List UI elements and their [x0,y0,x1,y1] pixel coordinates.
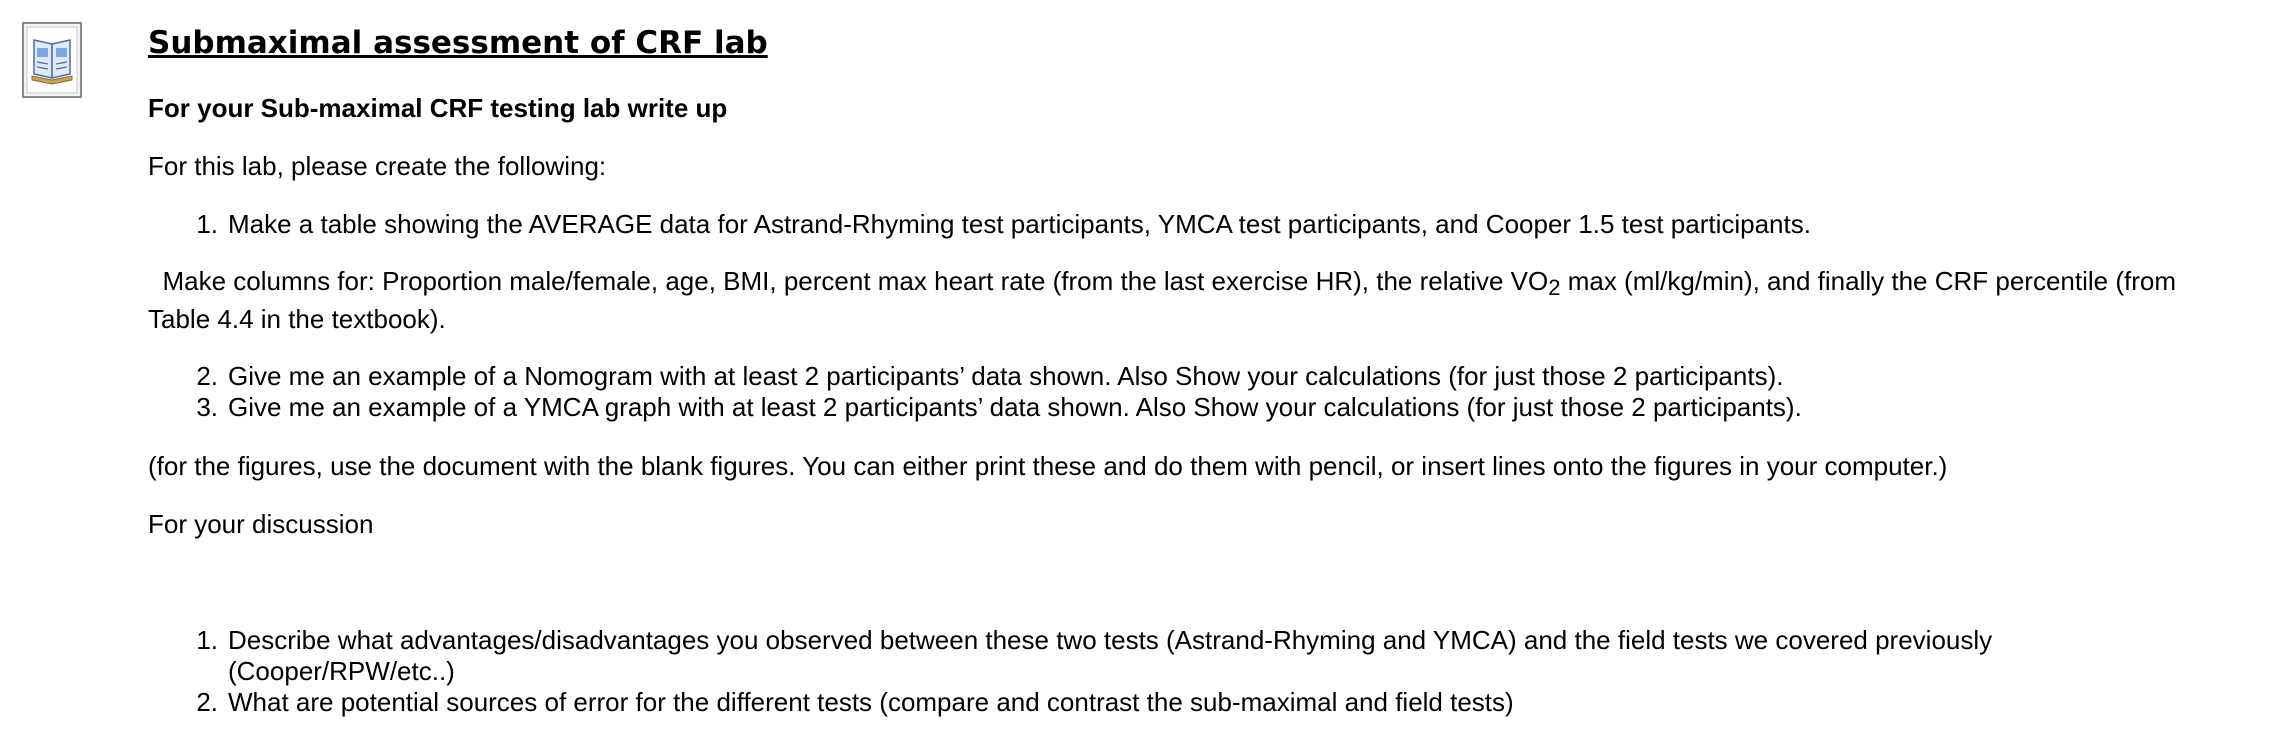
list-item-number: 2. [196,687,218,717]
list-item [148,687,1514,718]
list-item-number: 3. [196,392,218,422]
figures-note: (for the figures, use the document with the blank figures. You can either print these and do them with pencil, or insert lines onto the figures in your computer.) [148,451,1948,481]
list-item-continuation: (Cooper/RPW/etc..) [228,656,455,686]
list-item-text: Make a table showing the AVERAGE data for Astrand-Rhyming test participants, YMCA test participants, and Cooper 1.5 test participants. [228,209,1811,239]
page-title: Submaximal assessment of CRF lab [148,25,768,61]
columns-note-after: max (ml/kg/min), and finally the CRF percentile (from [1560,266,2176,296]
subtitle: For your Sub-maximal CRF testing lab write up [148,93,728,123]
list-item-text: What are potential sources of error for the different tests (compare and contrast the sub-maximal and field tests) [228,687,1514,717]
columns-note-line2: Table 4.4 in the textbook). [148,304,446,334]
list-item [148,625,1992,687]
vo2-subscript: 2 [1548,275,1561,300]
discussion-heading: For your discussion [148,509,374,539]
list-item [148,361,1783,392]
list-item-text: Give me an example of a Nomogram with at least 2 participants’ data shown. Also Show your calculations (for just those 2 participants). [228,361,1784,391]
columns-note [148,266,2176,300]
columns-note-before: Make columns for: Proportion male/female, age, BMI, percent max heart rate (from the last exercise HR), the relative VO [162,266,1549,296]
intro-text: For this lab, please create the following: [148,151,607,181]
list-item [148,392,1802,423]
list-item-number: 1. [196,625,218,655]
list-item-number: 2. [196,361,218,391]
page-resource-icon [22,22,82,98]
list-item-number: 1. [196,209,218,239]
list-item [148,209,1811,240]
list-item-text: Describe what advantages/disadvantages you observed between these two tests (Astrand-Rhyming and YMCA) and the field tests we covered previously [228,625,1993,655]
list-item-text: Give me an example of a YMCA graph with at least 2 participants’ data shown. Also Show your calculations (for just those 2 participants). [228,392,1802,422]
